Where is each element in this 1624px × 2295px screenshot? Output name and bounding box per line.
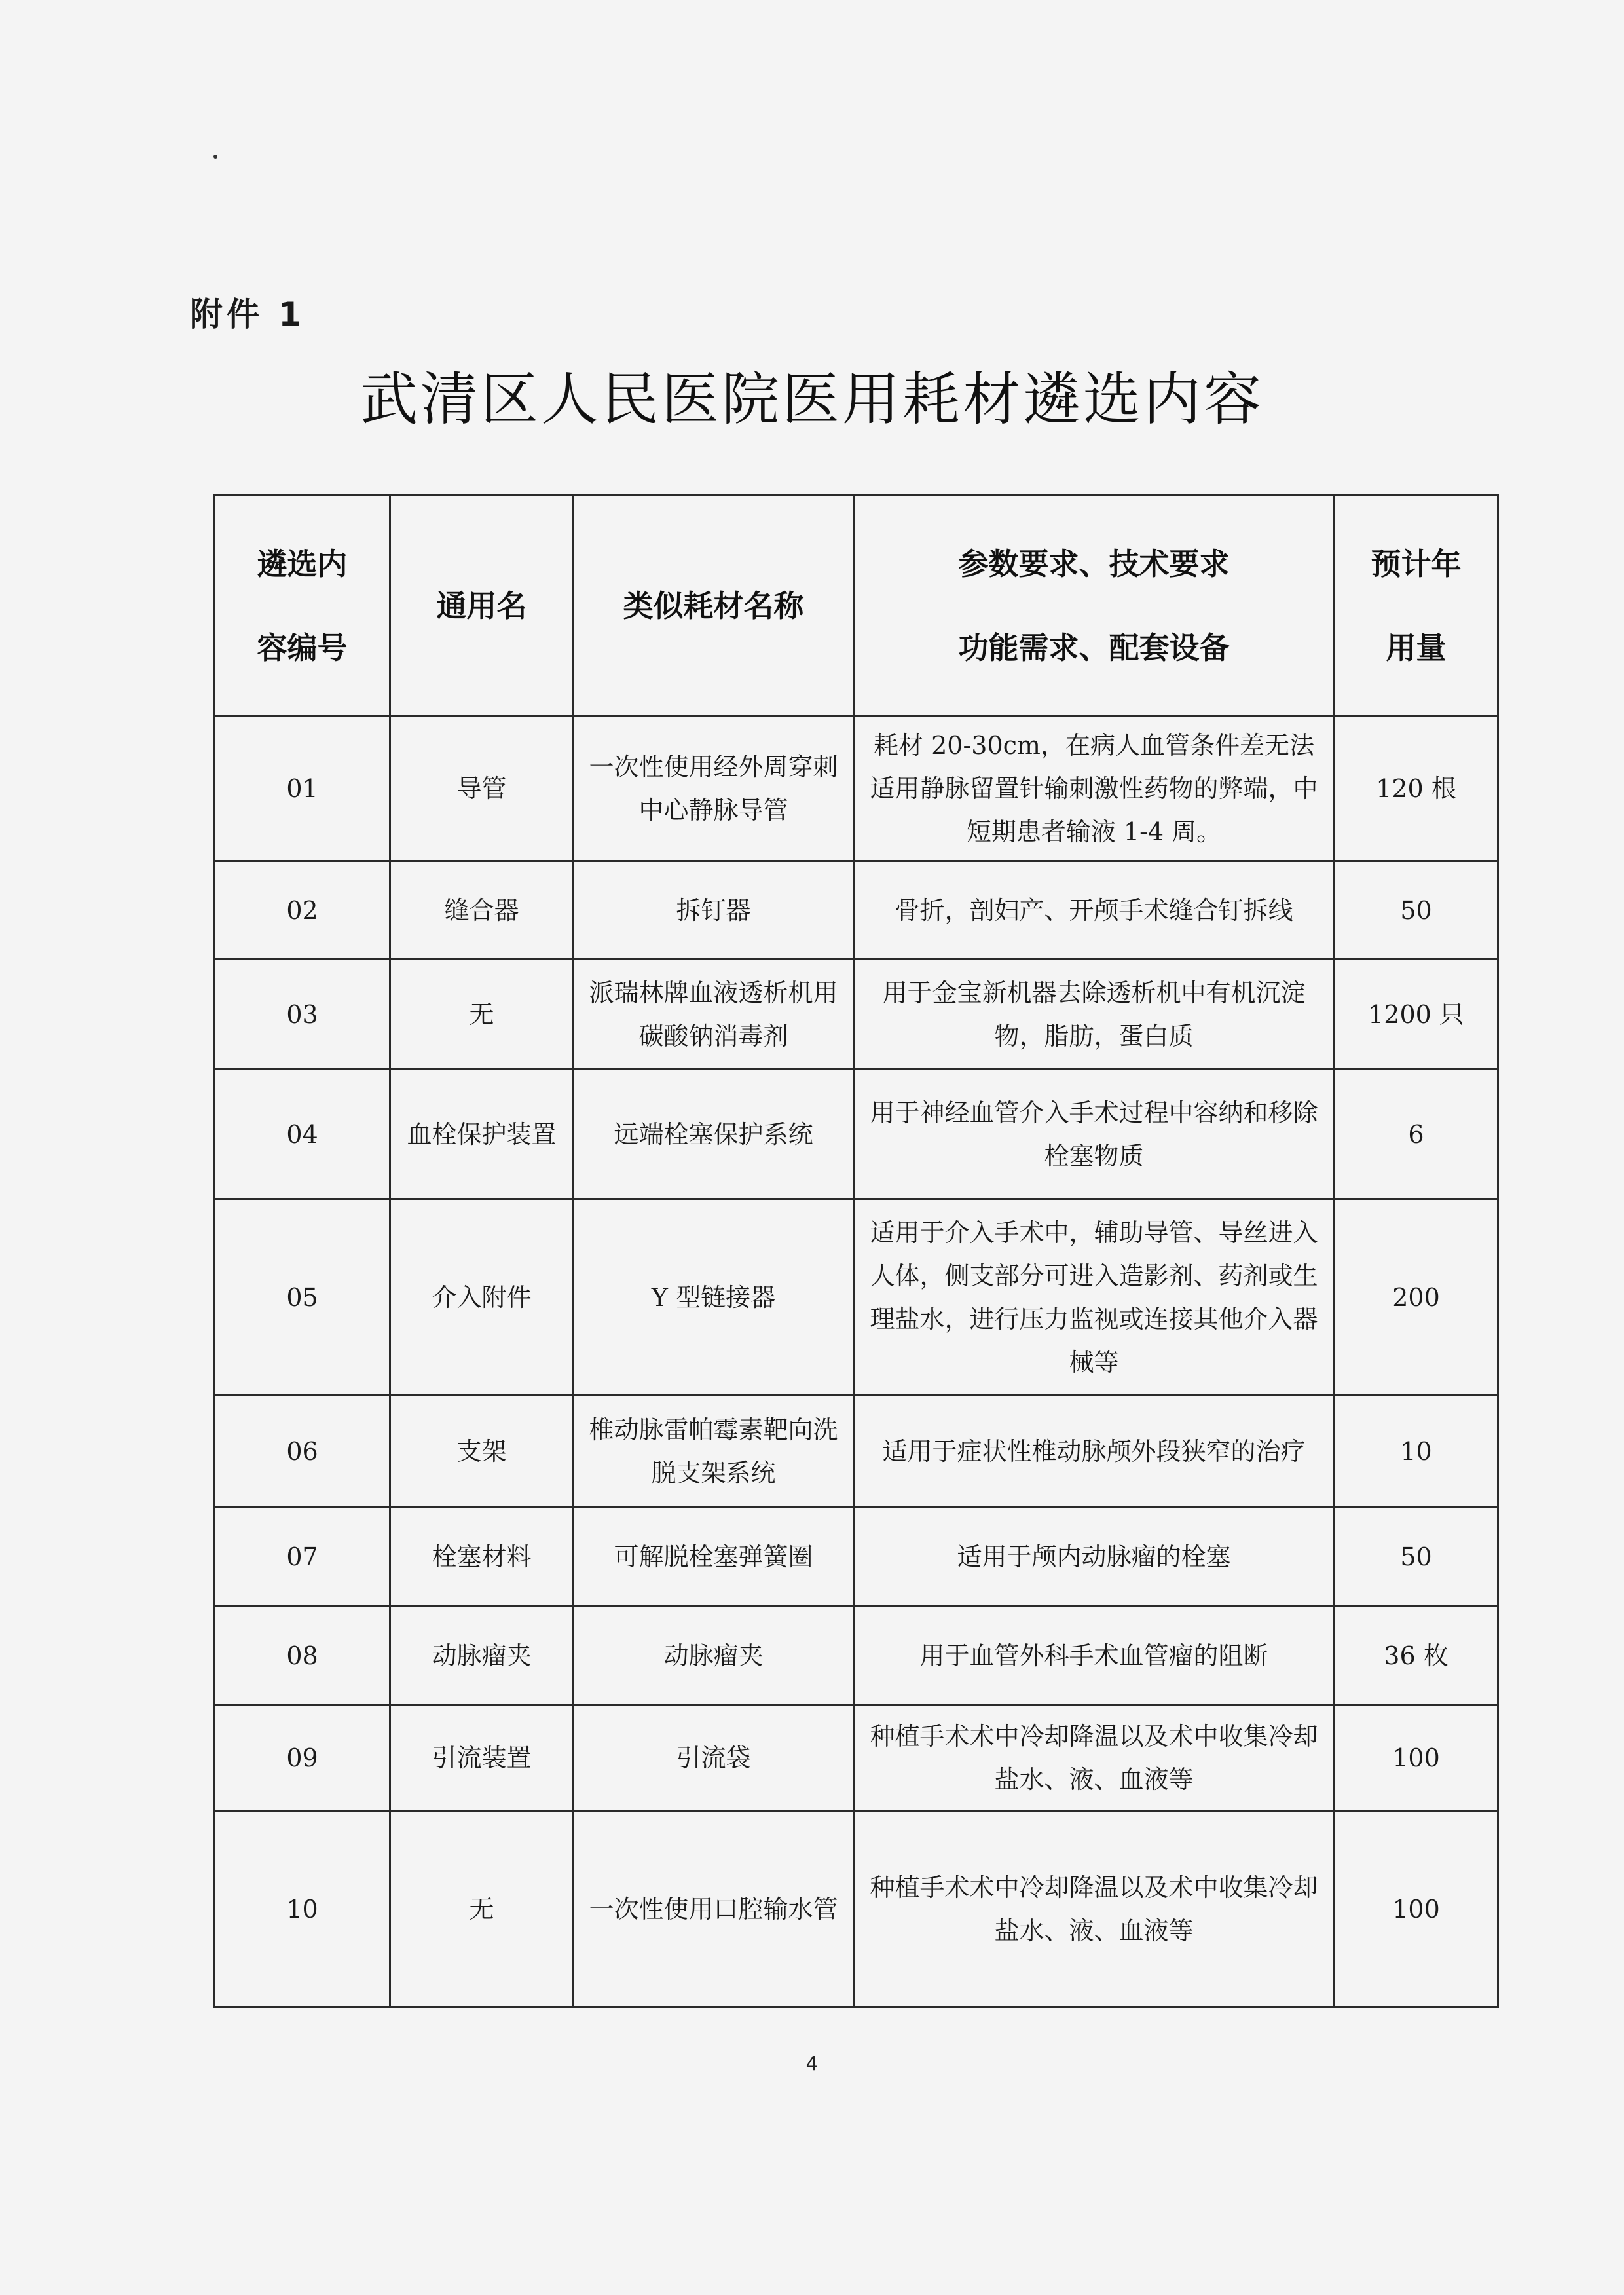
header-annual-usage xyxy=(1335,495,1498,717)
cell-generic: 引流装置 xyxy=(390,1705,574,1811)
table-row xyxy=(215,1507,1498,1607)
cell-similar: 动脉瘤夹 xyxy=(574,1607,854,1705)
cell-annual: 50 xyxy=(1335,861,1498,960)
cell-annual: 1200 只 xyxy=(1335,960,1498,1070)
cell-requirements: 用于血管外科手术血管瘤的阻断 xyxy=(854,1607,1335,1705)
attachment-label: 附件 1 xyxy=(190,295,306,333)
cell-requirements: 骨折，剖妇产、开颅手术缝合钉拆线 xyxy=(854,861,1335,960)
cell-annual: 6 xyxy=(1335,1070,1498,1199)
cell-similar: Y 型链接器 xyxy=(574,1199,854,1396)
cell-code: 02 xyxy=(215,861,390,960)
cell-similar: 引流袋 xyxy=(574,1705,854,1811)
cell-similar: 一次性使用经外周穿刺中心静脉导管 xyxy=(574,717,854,861)
cell-requirements: 用于金宝新机器去除透析机中有机沉淀物，脂肪，蛋白质 xyxy=(854,960,1335,1070)
header-requirements-line2: 功能需求、配套设备 xyxy=(958,629,1230,665)
table-row xyxy=(215,1199,1498,1396)
cell-generic: 导管 xyxy=(390,717,574,861)
cell-code: 10 xyxy=(215,1811,390,2007)
cell-code: 06 xyxy=(215,1396,390,1507)
table-row xyxy=(215,1396,1498,1507)
cell-requirements: 种植手术术中冷却降温以及术中收集冷却盐水、液、血液等 xyxy=(854,1705,1335,1811)
cell-similar: 椎动脉雷帕霉素靶向洗脱支架系统 xyxy=(574,1396,854,1507)
stray-mark xyxy=(213,155,217,159)
table-row xyxy=(215,1607,1498,1705)
table-row xyxy=(215,861,1498,960)
header-code xyxy=(215,495,390,717)
cell-annual: 36 枚 xyxy=(1335,1607,1498,1705)
cell-code: 07 xyxy=(215,1507,390,1607)
cell-annual: 200 xyxy=(1335,1199,1498,1396)
table-row xyxy=(215,717,1498,861)
cell-generic: 支架 xyxy=(390,1396,574,1507)
cell-generic: 介入附件 xyxy=(390,1199,574,1396)
cell-annual: 10 xyxy=(1335,1396,1498,1507)
header-requirements xyxy=(854,495,1335,717)
header-annual-line2: 用量 xyxy=(1386,629,1447,665)
consumables-table xyxy=(213,494,1499,2008)
cell-generic: 缝合器 xyxy=(390,861,574,960)
cell-code: 03 xyxy=(215,960,390,1070)
header-generic-name: 通用名 xyxy=(390,495,574,717)
cell-annual: 100 xyxy=(1335,1705,1498,1811)
cell-code: 01 xyxy=(215,717,390,861)
cell-similar: 拆钉器 xyxy=(574,861,854,960)
table-row xyxy=(215,960,1498,1070)
cell-requirements: 耗材 20-30cm，在病人血管条件差无法适用静脉留置针输刺激性药物的弊端，中短期患者输液 1-4 周。 xyxy=(854,717,1335,861)
table-row xyxy=(215,1811,1498,2007)
cell-annual: 120 根 xyxy=(1335,717,1498,861)
table-row xyxy=(215,1705,1498,1811)
page-number: 4 xyxy=(805,2053,819,2076)
cell-code: 05 xyxy=(215,1199,390,1396)
header-code-line2: 容编号 xyxy=(257,629,348,665)
page-title: 武清区人民医院医用耗材遴选内容 xyxy=(360,365,1264,433)
cell-generic: 无 xyxy=(390,1811,574,2007)
table-header-row xyxy=(215,495,1498,717)
cell-generic: 栓塞材料 xyxy=(390,1507,574,1607)
cell-requirements: 适用于介入手术中，辅助导管、导丝进入人体，侧支部分可进入造影剂、药剂或生理盐水，进行压力监视或连接其他介入器械等 xyxy=(854,1199,1335,1396)
cell-requirements: 用于神经血管介入手术过程中容纳和移除栓塞物质 xyxy=(854,1070,1335,1199)
header-annual-line1: 预计年 xyxy=(1371,546,1462,582)
cell-similar: 一次性使用口腔输水管 xyxy=(574,1811,854,2007)
cell-similar: 远端栓塞保护系统 xyxy=(574,1070,854,1199)
cell-annual: 50 xyxy=(1335,1507,1498,1607)
cell-generic: 无 xyxy=(390,960,574,1070)
cell-code: 09 xyxy=(215,1705,390,1811)
header-similar-name: 类似耗材名称 xyxy=(574,495,854,717)
cell-generic: 血栓保护装置 xyxy=(390,1070,574,1199)
cell-code: 08 xyxy=(215,1607,390,1705)
cell-generic: 动脉瘤夹 xyxy=(390,1607,574,1705)
cell-requirements: 适用于颅内动脉瘤的栓塞 xyxy=(854,1507,1335,1607)
cell-requirements: 适用于症状性椎动脉颅外段狭窄的治疗 xyxy=(854,1396,1335,1507)
cell-annual: 100 xyxy=(1335,1811,1498,2007)
cell-similar: 可解脱栓塞弹簧圈 xyxy=(574,1507,854,1607)
cell-code: 04 xyxy=(215,1070,390,1199)
header-requirements-line1: 参数要求、技术要求 xyxy=(958,546,1230,582)
cell-similar: 派瑞林牌血液透析机用碳酸钠消毒剂 xyxy=(574,960,854,1070)
cell-requirements: 种植手术术中冷却降温以及术中收集冷却盐水、液、血液等 xyxy=(854,1811,1335,2007)
header-code-line1: 遴选内 xyxy=(257,546,348,582)
table-row xyxy=(215,1070,1498,1199)
